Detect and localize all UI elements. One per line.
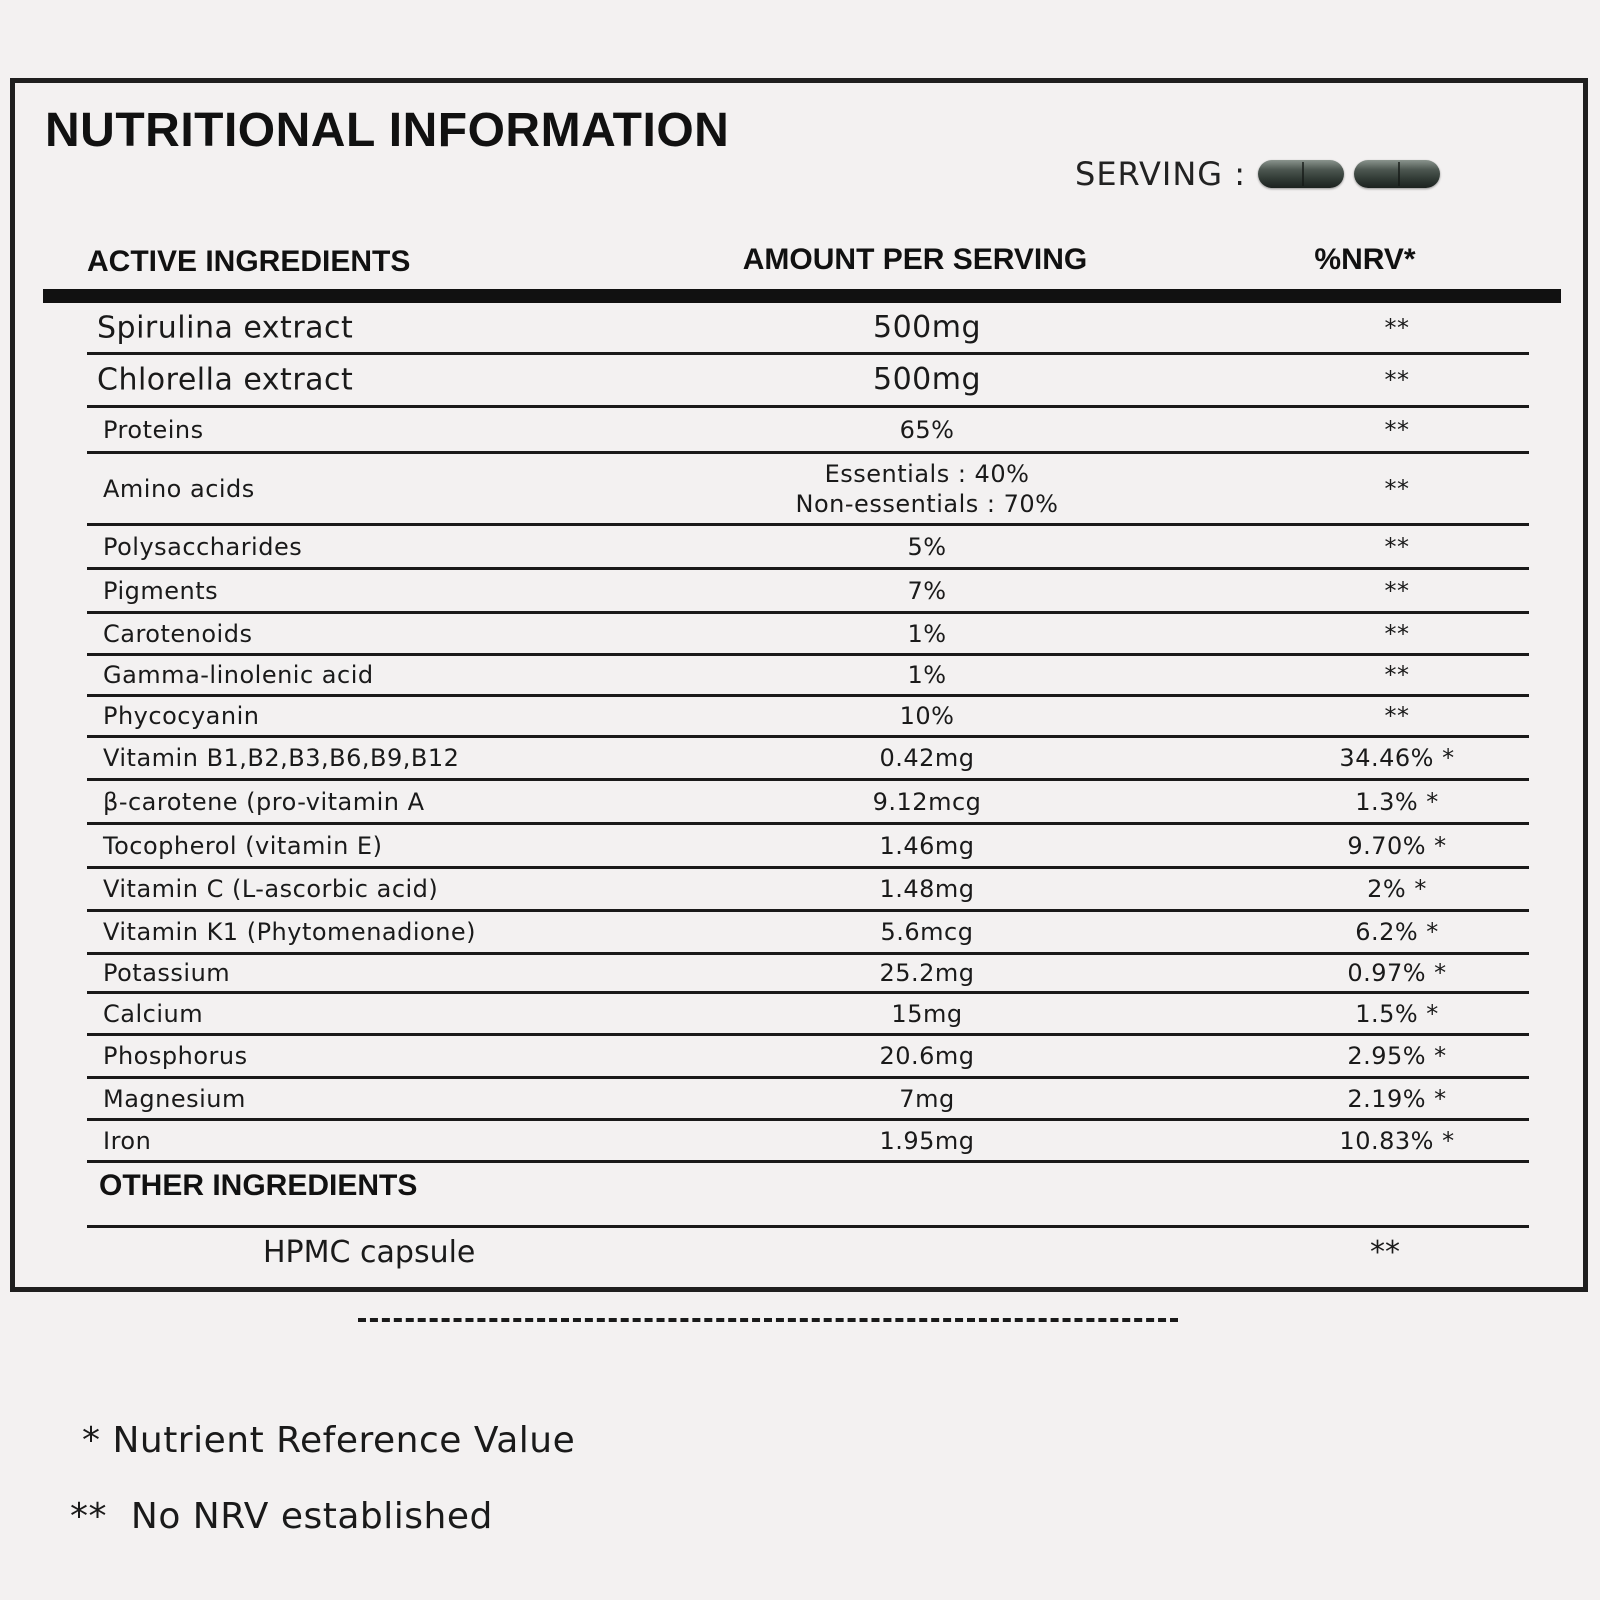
header-amount-per-serving: AMOUNT PER SERVING	[742, 243, 1088, 276]
ingredient-nrv: **	[1384, 702, 1410, 730]
table-row	[87, 825, 1529, 869]
serving-label: SERVING :	[1075, 155, 1247, 193]
ingredient-amount: 7%	[907, 576, 947, 605]
ingredient-nrv: 34.46% *	[1339, 744, 1455, 772]
ingredient-nrv: **	[1384, 474, 1410, 503]
footnote-no-nrv: ** No NRV established	[70, 1496, 493, 1537]
ingredient-name: Vitamin B1,B2,B3,B6,B9,B12	[103, 744, 460, 772]
table-row	[87, 994, 1529, 1036]
table-row	[87, 614, 1529, 656]
ingredient-name: Calcium	[103, 999, 204, 1028]
table-row	[87, 697, 1529, 738]
table-row	[87, 912, 1529, 955]
ingredient-amount	[647, 459, 1207, 519]
ingredient-nrv: 1.5% *	[1355, 999, 1439, 1028]
ingredients-table	[87, 303, 1529, 1163]
ingredient-amount: 500mg	[872, 309, 982, 345]
ingredient-name: Carotenoids	[103, 619, 253, 648]
ingredient-name: Polysaccharides	[103, 532, 303, 561]
ingredient-amount: 1.46mg	[879, 831, 975, 860]
ingredient-name: Tocopherol (vitamin E)	[103, 831, 383, 860]
ingredient-amount: 20.6mg	[879, 1042, 975, 1070]
table-row	[87, 1121, 1529, 1163]
nutrition-panel	[10, 78, 1588, 1292]
header-divider	[43, 289, 1561, 303]
ingredient-nrv: 6.2% *	[1355, 918, 1439, 946]
ingredient-name: Magnesium	[103, 1084, 246, 1113]
ingredient-name: Phosphorus	[103, 1042, 248, 1070]
ingredient-nrv: **	[1384, 532, 1410, 561]
serving-indicator	[1075, 155, 1450, 193]
ingredient-nrv: 0.97% *	[1347, 959, 1447, 987]
ingredient-name: Potassium	[103, 959, 231, 987]
footnote-nrv-definition: * Nutrient Reference Value	[82, 1420, 576, 1461]
ingredient-amount: 1.95mg	[879, 1126, 975, 1155]
ingredient-nrv: **	[1384, 661, 1410, 689]
ingredient-amount: 10%	[899, 702, 955, 730]
ingredient-name: β-carotene (pro-vitamin A	[103, 787, 425, 816]
ingredient-name: Chlorella extract	[97, 362, 354, 398]
ingredient-amount: 5.6mcg	[880, 918, 974, 946]
ingredient-nrv: 10.83% *	[1339, 1126, 1455, 1155]
table-row	[87, 656, 1529, 697]
table-row	[87, 408, 1529, 454]
ingredient-name: Iron	[103, 1126, 152, 1155]
ingredient-nrv: 2% *	[1367, 875, 1427, 903]
ingredient-amount: 500mg	[872, 362, 982, 397]
capsule-icon	[1258, 160, 1344, 188]
amount-line-non-essentials: Non-essentials : 70%	[795, 489, 1059, 518]
ingredient-amount: 1%	[907, 661, 947, 689]
other-ingredients-title: OTHER INGREDIENTS	[99, 1169, 418, 1202]
table-row	[87, 355, 1529, 408]
table-row	[87, 570, 1529, 614]
amount-line-essentials: Essentials : 40%	[824, 459, 1030, 488]
ingredient-amount: 7mg	[899, 1084, 955, 1113]
ingredient-amount: 5%	[907, 532, 947, 561]
table-row	[87, 454, 1529, 526]
table-row	[87, 738, 1529, 781]
ingredient-amount: 1.48mg	[879, 875, 975, 903]
ingredient-nrv: **	[1384, 313, 1410, 342]
ingredient-nrv: 1.3% *	[1355, 787, 1439, 816]
page-title: NUTRITIONAL INFORMATION	[45, 104, 730, 157]
table-row	[87, 1036, 1529, 1079]
table-row	[87, 303, 1529, 355]
ingredient-amount: 65%	[899, 415, 955, 444]
ingredient-nrv: **	[1384, 415, 1410, 444]
other-ingredient-nrv: **	[1370, 1235, 1400, 1270]
table-row	[87, 781, 1529, 825]
ingredient-amount: 25.2mg	[879, 959, 975, 987]
ingredient-name: Amino acids	[103, 474, 255, 503]
dashed-separator	[358, 1318, 1178, 1322]
table-row	[87, 1079, 1529, 1121]
ingredient-nrv: 9.70% *	[1347, 831, 1447, 860]
ingredient-amount: 9.12mcg	[872, 787, 982, 816]
ingredient-nrv: **	[1384, 366, 1410, 394]
ingredient-amount: 0.42mg	[879, 744, 975, 772]
ingredient-nrv: **	[1384, 619, 1410, 648]
ingredient-nrv: **	[1384, 576, 1410, 605]
ingredient-nrv: 2.95% *	[1347, 1042, 1447, 1070]
ingredient-name: Proteins	[103, 415, 204, 444]
table-row	[87, 955, 1529, 994]
ingredient-amount: 15mg	[891, 999, 963, 1028]
capsule-icon	[1354, 160, 1440, 188]
ingredient-amount: 1%	[907, 619, 947, 648]
ingredient-name: Vitamin C (L-ascorbic acid)	[103, 875, 439, 903]
ingredient-name: Pigments	[103, 576, 219, 605]
ingredient-name: Phycocyanin	[103, 702, 260, 730]
table-row	[87, 526, 1529, 570]
table-row	[87, 869, 1529, 912]
other-ingredient-name: HPMC capsule	[263, 1235, 476, 1270]
other-ingredients-divider	[87, 1225, 1529, 1228]
ingredient-name: Spirulina extract	[97, 310, 354, 345]
ingredient-nrv: 2.19% *	[1347, 1084, 1447, 1113]
ingredient-name: Vitamin K1 (Phytomenadione)	[103, 918, 477, 946]
ingredient-name: Gamma-linolenic acid	[103, 661, 374, 689]
header-active-ingredients: ACTIVE INGREDIENTS	[87, 245, 411, 278]
header-nrv: %NRV*	[1314, 243, 1416, 276]
